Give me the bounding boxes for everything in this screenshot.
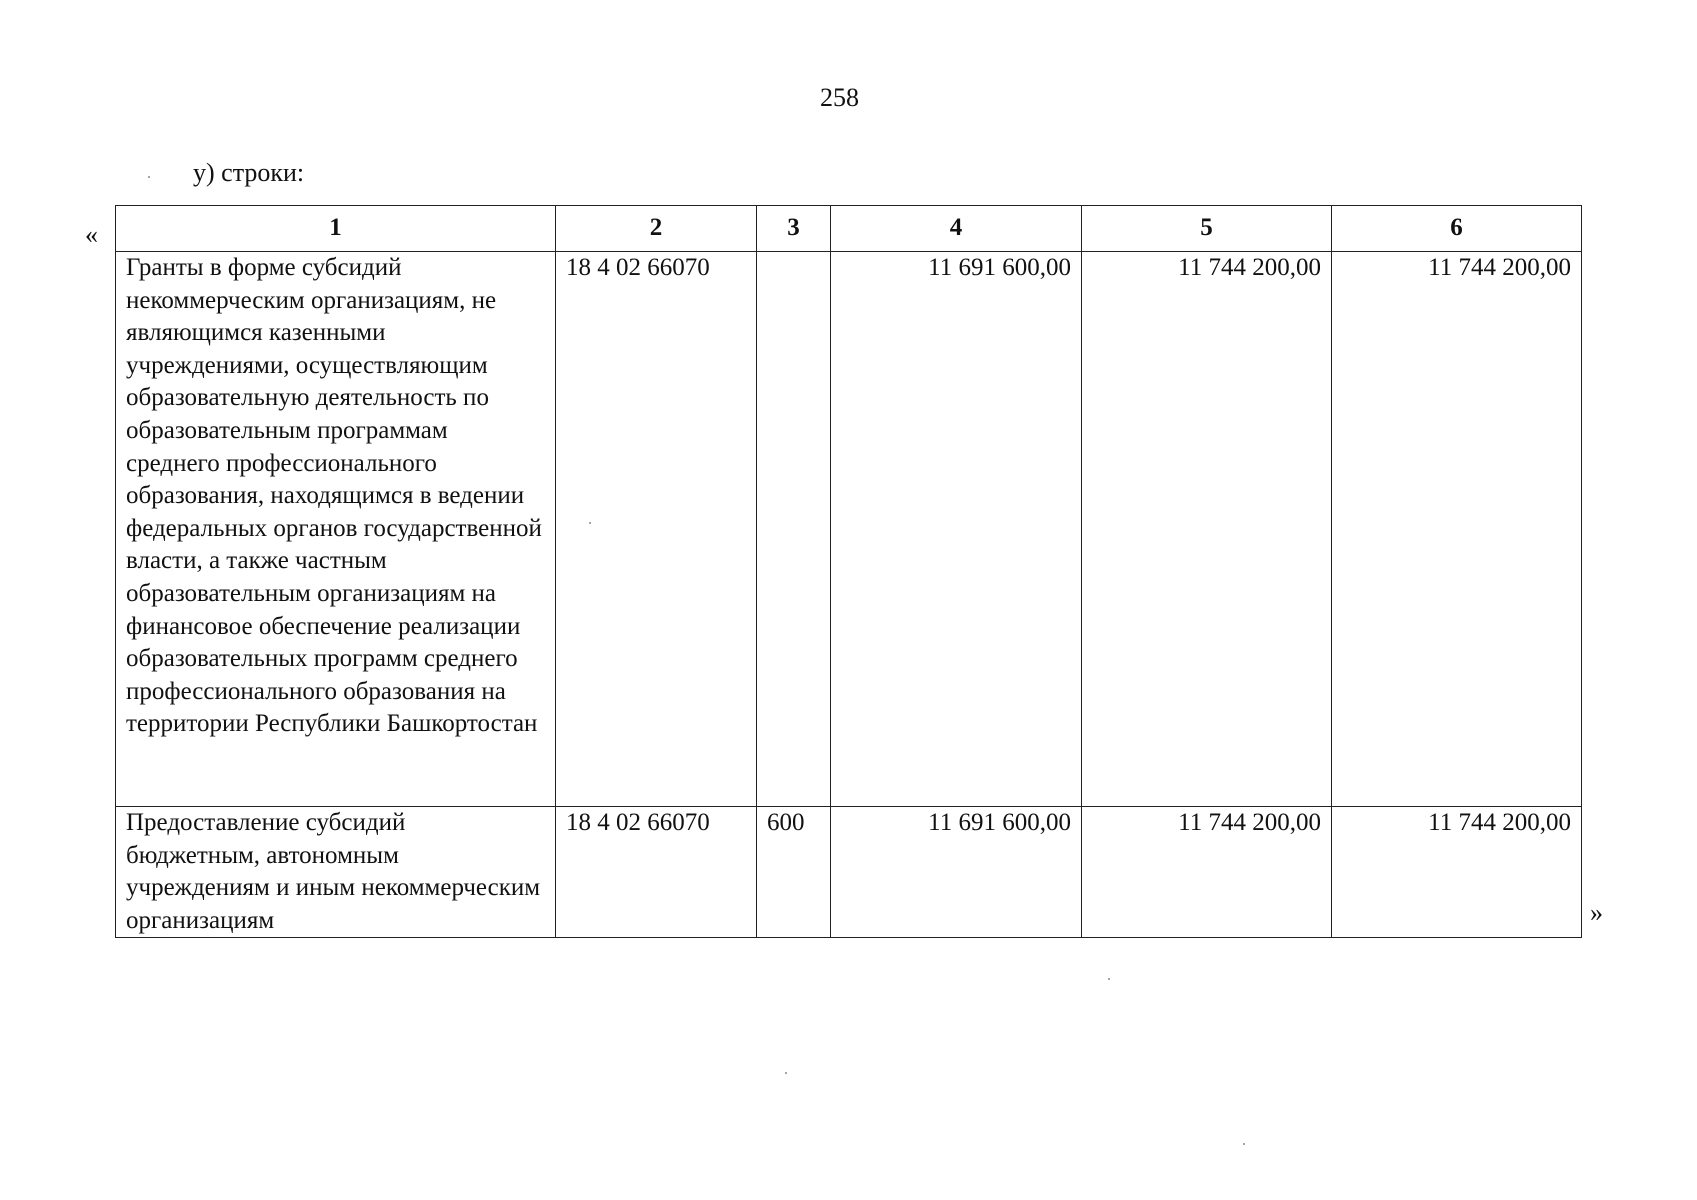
row-amount-col4: 11 691 600,00 [831, 807, 1082, 938]
intro-text: у) строки: [193, 158, 305, 187]
row-name-cell: Гранты в форме субсидий некоммерческим организациям, не являющимся казенными учреждениями, осуществляющим образовательную деятельность по образовательным программам среднего профессионального образования, находящимся в ведении федеральных органов государственной власти, а также частным образовательным организациям на финансовое обеспечение реализации образовательных программ среднего профессионального образования на территории Республики Башкортостан [116, 252, 556, 807]
row-amount-col6: 11 744 200,00 [1332, 807, 1582, 938]
column-header-4: 4 [831, 206, 1082, 252]
opening-quote: « [85, 220, 98, 249]
row-code-cell: 18 4 02 66070 [556, 807, 757, 938]
scan-speck [1243, 1143, 1245, 1145]
row-amount-col5: 11 744 200,00 [1082, 252, 1332, 807]
column-header-2: 2 [556, 206, 757, 252]
column-header-1: 1 [116, 206, 556, 252]
row-type-cell [757, 252, 831, 807]
row-amount-col4: 11 691 600,00 [831, 252, 1082, 807]
row-name-cell: Предоставление субсидий бюджетным, автономным учреждениям и иным некоммерческим организациям [116, 807, 556, 938]
column-header-3: 3 [757, 206, 831, 252]
row-amount-col6: 11 744 200,00 [1332, 252, 1582, 807]
row-code-cell: 18 4 02 66070 [556, 252, 757, 807]
table-row [116, 807, 1582, 938]
scan-speck [1108, 978, 1110, 980]
scan-speck [589, 522, 591, 524]
budget-table [115, 205, 1582, 938]
scan-speck [785, 1072, 787, 1074]
table-row [116, 252, 1582, 807]
column-header-6: 6 [1332, 206, 1582, 252]
row-type-cell: 600 [757, 807, 831, 938]
closing-quote: » [1590, 898, 1603, 927]
row-amount-col5: 11 744 200,00 [1082, 807, 1332, 938]
scan-speck [148, 176, 150, 178]
table-header-row [116, 206, 1582, 252]
column-header-5: 5 [1082, 206, 1332, 252]
page-number: 258 [820, 83, 859, 112]
